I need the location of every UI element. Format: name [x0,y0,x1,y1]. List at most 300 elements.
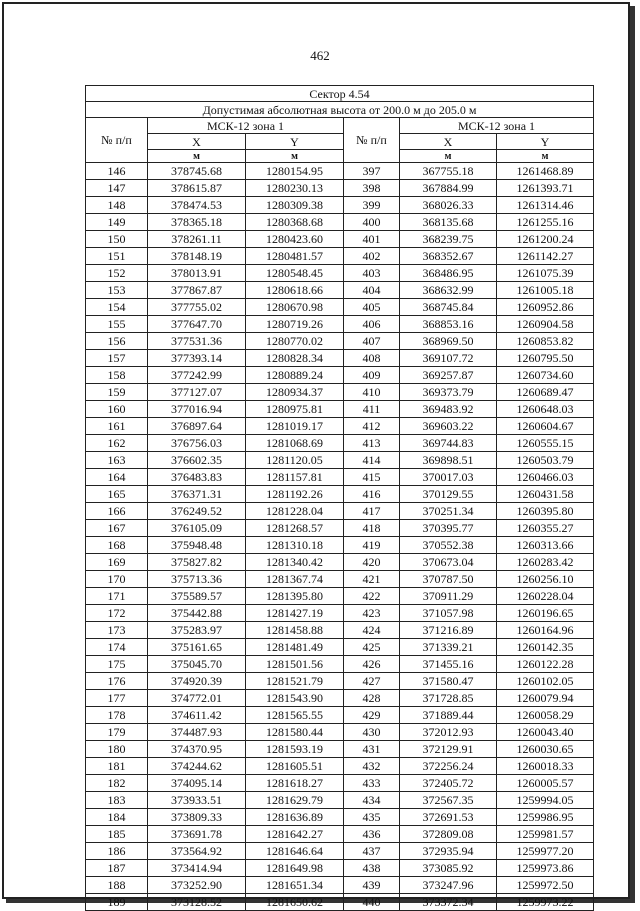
y-coord: 1260228.04 [497,588,594,605]
point-number: 418 [344,520,400,537]
point-number: 183 [86,792,148,809]
point-number: 168 [86,537,148,554]
point-number: 397 [344,163,400,180]
y-coord: 1260795.50 [497,350,594,367]
unit-y-left: м [246,150,344,163]
y-coord: 1281268.57 [246,520,344,537]
point-number: 172 [86,605,148,622]
x-coord: 370787.50 [400,571,497,588]
table-row [86,469,594,486]
x-coord: 368745.84 [400,299,497,316]
x-coord: 369257.87 [400,367,497,384]
x-coord: 373691.78 [148,826,246,843]
point-number: 416 [344,486,400,503]
table-row [86,248,594,265]
point-number: 154 [86,299,148,316]
point-number: 425 [344,639,400,656]
header-y-left: Y [246,134,344,150]
y-coord: 1280481.57 [246,248,344,265]
point-number: 435 [344,809,400,826]
y-coord: 1280828.34 [246,350,344,367]
x-coord: 377127.07 [148,384,246,401]
point-number: 160 [86,401,148,418]
point-number: 186 [86,843,148,860]
x-coord: 372809.08 [400,826,497,843]
x-coord: 378745.68 [148,163,246,180]
header-zone-left: МСК-12 зона 1 [148,118,344,134]
point-number: 156 [86,333,148,350]
point-number: 413 [344,435,400,452]
y-coord: 1261005.18 [497,282,594,299]
point-number: 178 [86,707,148,724]
y-coord: 1261255.16 [497,214,594,231]
point-number: 434 [344,792,400,809]
y-coord: 1281580.44 [246,724,344,741]
header-num-right: № п/п [344,118,400,163]
point-number: 150 [86,231,148,248]
x-coord: 368853.16 [400,316,497,333]
table-row [86,452,594,469]
y-coord: 1260555.15 [497,435,594,452]
point-number: 430 [344,724,400,741]
table-row [86,707,594,724]
point-number: 182 [86,775,148,792]
x-coord: 368352.67 [400,248,497,265]
x-coord: 373252.90 [148,877,246,894]
x-coord: 375948.48 [148,537,246,554]
point-number: 184 [86,809,148,826]
table-row [86,316,594,333]
y-coord: 1260018.33 [497,758,594,775]
x-coord: 378261.11 [148,231,246,248]
y-coord: 1281593.19 [246,741,344,758]
y-coord: 1281650.62 [246,894,344,911]
table-row [86,571,594,588]
x-coord: 371216.89 [400,622,497,639]
point-number: 165 [86,486,148,503]
y-coord: 1259977.20 [497,843,594,860]
unit-x-right: м [400,150,497,163]
y-coord: 1281543.90 [246,690,344,707]
sector-title: Сектор 4.54 [86,86,594,102]
table-row [86,163,594,180]
y-coord: 1260102.05 [497,673,594,690]
header-num-left: № п/п [86,118,148,163]
point-number: 428 [344,690,400,707]
point-number: 424 [344,622,400,639]
table-row [86,792,594,809]
point-number: 176 [86,673,148,690]
x-coord: 372256.24 [400,758,497,775]
x-coord: 373933.51 [148,792,246,809]
x-coord: 373809.33 [148,809,246,826]
point-number: 417 [344,503,400,520]
y-coord: 1261468.89 [497,163,594,180]
y-coord: 1280423.60 [246,231,344,248]
x-coord: 376371.31 [148,486,246,503]
x-coord: 372405.72 [400,775,497,792]
point-number: 423 [344,605,400,622]
table-row [86,639,594,656]
point-number: 152 [86,265,148,282]
x-coord: 378013.91 [148,265,246,282]
point-number: 439 [344,877,400,894]
point-number: 406 [344,316,400,333]
x-coord: 368632.99 [400,282,497,299]
table-row [86,690,594,707]
unit-y-right: м [497,150,594,163]
point-number: 177 [86,690,148,707]
x-coord: 372129.91 [400,741,497,758]
y-coord: 1260734.60 [497,367,594,384]
point-number: 421 [344,571,400,588]
y-coord: 1261075.39 [497,265,594,282]
y-coord: 1281019.17 [246,418,344,435]
x-coord: 373085.92 [400,860,497,877]
y-coord: 1280154.95 [246,163,344,180]
y-coord: 1280975.81 [246,401,344,418]
x-coord: 368135.68 [400,214,497,231]
table-row [86,724,594,741]
x-coord: 377867.87 [148,282,246,299]
page-shadow [630,6,635,902]
x-coord: 370251.34 [400,503,497,520]
y-coord: 1259994.05 [497,792,594,809]
table-row [86,605,594,622]
x-coord: 368486.95 [400,265,497,282]
point-number: 188 [86,877,148,894]
point-number: 401 [344,231,400,248]
table-row [86,622,594,639]
point-number: 179 [86,724,148,741]
table-row [86,860,594,877]
point-number: 415 [344,469,400,486]
y-coord: 1281367.74 [246,571,344,588]
x-coord: 373414.94 [148,860,246,877]
x-coord: 375283.97 [148,622,246,639]
point-number: 164 [86,469,148,486]
x-coord: 370017.03 [400,469,497,486]
x-coord: 373372.34 [400,894,497,911]
y-coord: 1281605.51 [246,758,344,775]
y-coord: 1260005.57 [497,775,594,792]
y-coord: 1281521.79 [246,673,344,690]
y-coord: 1281481.49 [246,639,344,656]
x-coord: 369373.79 [400,384,497,401]
x-coord: 374244.62 [148,758,246,775]
coordinates-table [85,85,594,911]
y-coord: 1260904.58 [497,316,594,333]
y-coord: 1281427.19 [246,605,344,622]
x-coord: 376105.09 [148,520,246,537]
y-coord: 1261200.24 [497,231,594,248]
y-coord: 1281565.55 [246,707,344,724]
table-row [86,231,594,248]
point-number: 422 [344,588,400,605]
table-row [86,282,594,299]
y-coord: 1281157.81 [246,469,344,486]
x-coord: 377531.36 [148,333,246,350]
x-coord: 378365.18 [148,214,246,231]
y-coord: 1260503.79 [497,452,594,469]
table-row [86,214,594,231]
x-coord: 369744.83 [400,435,497,452]
x-coord: 374370.95 [148,741,246,758]
y-coord: 1260122.28 [497,656,594,673]
y-coord: 1280548.45 [246,265,344,282]
point-number: 437 [344,843,400,860]
point-number: 148 [86,197,148,214]
y-coord: 1260058.29 [497,707,594,724]
y-coord: 1281310.18 [246,537,344,554]
y-coord: 1281636.89 [246,809,344,826]
y-coord: 1281068.69 [246,435,344,452]
y-coord: 1281629.79 [246,792,344,809]
table-row [86,401,594,418]
y-coord: 1260043.40 [497,724,594,741]
y-coord: 1261314.46 [497,197,594,214]
y-coord: 1281340.42 [246,554,344,571]
unit-x-left: м [148,150,246,163]
point-number: 180 [86,741,148,758]
x-coord: 373247.96 [400,877,497,894]
x-coord: 372935.94 [400,843,497,860]
point-number: 153 [86,282,148,299]
table-row [86,299,594,316]
y-coord: 1261142.27 [497,248,594,265]
point-number: 412 [344,418,400,435]
y-coord: 1260079.94 [497,690,594,707]
header-x-left: X [148,134,246,150]
y-coord: 1281120.05 [246,452,344,469]
point-number: 402 [344,248,400,265]
table-row [86,265,594,282]
point-number: 151 [86,248,148,265]
table-row [86,486,594,503]
point-number: 400 [344,214,400,231]
point-number: 398 [344,180,400,197]
x-coord: 369483.92 [400,401,497,418]
x-coord: 377393.14 [148,350,246,367]
table-row [86,673,594,690]
x-coord: 375161.65 [148,639,246,656]
table-row [86,656,594,673]
point-number: 181 [86,758,148,775]
y-coord: 1280770.02 [246,333,344,350]
y-coord: 1260164.96 [497,622,594,639]
table-row [86,554,594,571]
point-number: 157 [86,350,148,367]
point-number: 166 [86,503,148,520]
x-coord: 378615.87 [148,180,246,197]
x-coord: 374487.93 [148,724,246,741]
point-number: 171 [86,588,148,605]
x-coord: 375442.88 [148,605,246,622]
point-number: 436 [344,826,400,843]
header-x-right: X [400,134,497,150]
point-number: 155 [86,316,148,333]
point-number: 162 [86,435,148,452]
y-coord: 1260952.86 [497,299,594,316]
x-coord: 377647.70 [148,316,246,333]
point-number: 158 [86,367,148,384]
point-number: 440 [344,894,400,911]
y-coord: 1281642.27 [246,826,344,843]
header-zone-right: МСК-12 зона 1 [400,118,594,134]
y-coord: 1260283.42 [497,554,594,571]
x-coord: 375827.82 [148,554,246,571]
x-coord: 369603.22 [400,418,497,435]
x-coord: 368239.75 [400,231,497,248]
point-number: 161 [86,418,148,435]
x-coord: 369898.51 [400,452,497,469]
x-coord: 370395.77 [400,520,497,537]
x-coord: 377242.99 [148,367,246,384]
table-row [86,537,594,554]
x-coord: 376483.83 [148,469,246,486]
x-coord: 375589.57 [148,588,246,605]
y-coord: 1260466.03 [497,469,594,486]
x-coord: 369107.72 [400,350,497,367]
y-coord: 1260431.58 [497,486,594,503]
point-number: 426 [344,656,400,673]
y-coord: 1260395.80 [497,503,594,520]
table-row [86,418,594,435]
table-row [86,843,594,860]
header-y-right: Y [497,134,594,150]
x-coord: 378474.53 [148,197,246,214]
point-number: 167 [86,520,148,537]
table-row [86,826,594,843]
x-coord: 376756.03 [148,435,246,452]
y-coord: 1261393.71 [497,180,594,197]
page-number: 462 [310,48,330,63]
table-row [86,520,594,537]
x-coord: 368969.50 [400,333,497,350]
y-coord: 1260689.47 [497,384,594,401]
point-number: 419 [344,537,400,554]
point-number: 420 [344,554,400,571]
x-coord: 372691.53 [400,809,497,826]
y-coord: 1260142.35 [497,639,594,656]
table-row [86,367,594,384]
point-number: 414 [344,452,400,469]
y-coord: 1260313.66 [497,537,594,554]
y-coord: 1260196.65 [497,605,594,622]
y-coord: 1260604.67 [497,418,594,435]
x-coord: 372012.93 [400,724,497,741]
x-coord: 376897.64 [148,418,246,435]
table-row [86,809,594,826]
y-coord: 1280368.68 [246,214,344,231]
x-coord: 370552.38 [400,537,497,554]
table-row [86,758,594,775]
y-coord: 1280309.38 [246,197,344,214]
x-coord: 378148.19 [148,248,246,265]
x-coord: 376249.52 [148,503,246,520]
point-number: 399 [344,197,400,214]
y-coord: 1260256.10 [497,571,594,588]
table-row [86,503,594,520]
y-coord: 1281192.26 [246,486,344,503]
x-coord: 367884.99 [400,180,497,197]
x-coord: 374920.39 [148,673,246,690]
x-coord: 367755.18 [400,163,497,180]
x-coord: 371728.85 [400,690,497,707]
y-coord: 1260030.65 [497,741,594,758]
x-coord: 377016.94 [148,401,246,418]
point-number: 405 [344,299,400,316]
point-number: 427 [344,673,400,690]
x-coord: 371580.47 [400,673,497,690]
y-coord: 1281501.56 [246,656,344,673]
x-coord: 374611.42 [148,707,246,724]
x-coord: 376602.35 [148,452,246,469]
point-number: 159 [86,384,148,401]
y-coord: 1281458.88 [246,622,344,639]
x-coord: 368026.33 [400,197,497,214]
point-number: 189 [86,894,148,911]
point-number: 431 [344,741,400,758]
point-number: 170 [86,571,148,588]
point-number: 403 [344,265,400,282]
y-coord: 1280889.24 [246,367,344,384]
x-coord: 371339.21 [400,639,497,656]
x-coord: 374095.14 [148,775,246,792]
y-coord: 1260648.03 [497,401,594,418]
point-number: 408 [344,350,400,367]
point-number: 411 [344,401,400,418]
point-number: 404 [344,282,400,299]
y-coord: 1260853.82 [497,333,594,350]
x-coord: 371889.44 [400,707,497,724]
point-number: 173 [86,622,148,639]
y-coord: 1281651.34 [246,877,344,894]
point-number: 146 [86,163,148,180]
y-coord: 1280670.98 [246,299,344,316]
y-coord: 1280230.13 [246,180,344,197]
table-row [86,333,594,350]
x-coord: 370129.55 [400,486,497,503]
point-number: 410 [344,384,400,401]
y-coord: 1280719.26 [246,316,344,333]
y-coord: 1259973.22 [497,894,594,911]
y-coord: 1259973.86 [497,860,594,877]
x-coord: 371455.16 [400,656,497,673]
point-number: 175 [86,656,148,673]
x-coord: 375045.70 [148,656,246,673]
point-number: 409 [344,367,400,384]
point-number: 185 [86,826,148,843]
y-coord: 1281228.04 [246,503,344,520]
x-coord: 371057.98 [400,605,497,622]
table-row [86,435,594,452]
y-coord: 1281649.98 [246,860,344,877]
table-row [86,877,594,894]
x-coord: 373564.92 [148,843,246,860]
x-coord: 373128.52 [148,894,246,911]
x-coord: 375713.36 [148,571,246,588]
point-number: 438 [344,860,400,877]
point-number: 432 [344,758,400,775]
table-row [86,350,594,367]
x-coord: 370673.04 [400,554,497,571]
y-coord: 1259972.50 [497,877,594,894]
point-number: 174 [86,639,148,656]
point-number: 433 [344,775,400,792]
y-coord: 1280934.37 [246,384,344,401]
y-coord: 1259981.57 [497,826,594,843]
